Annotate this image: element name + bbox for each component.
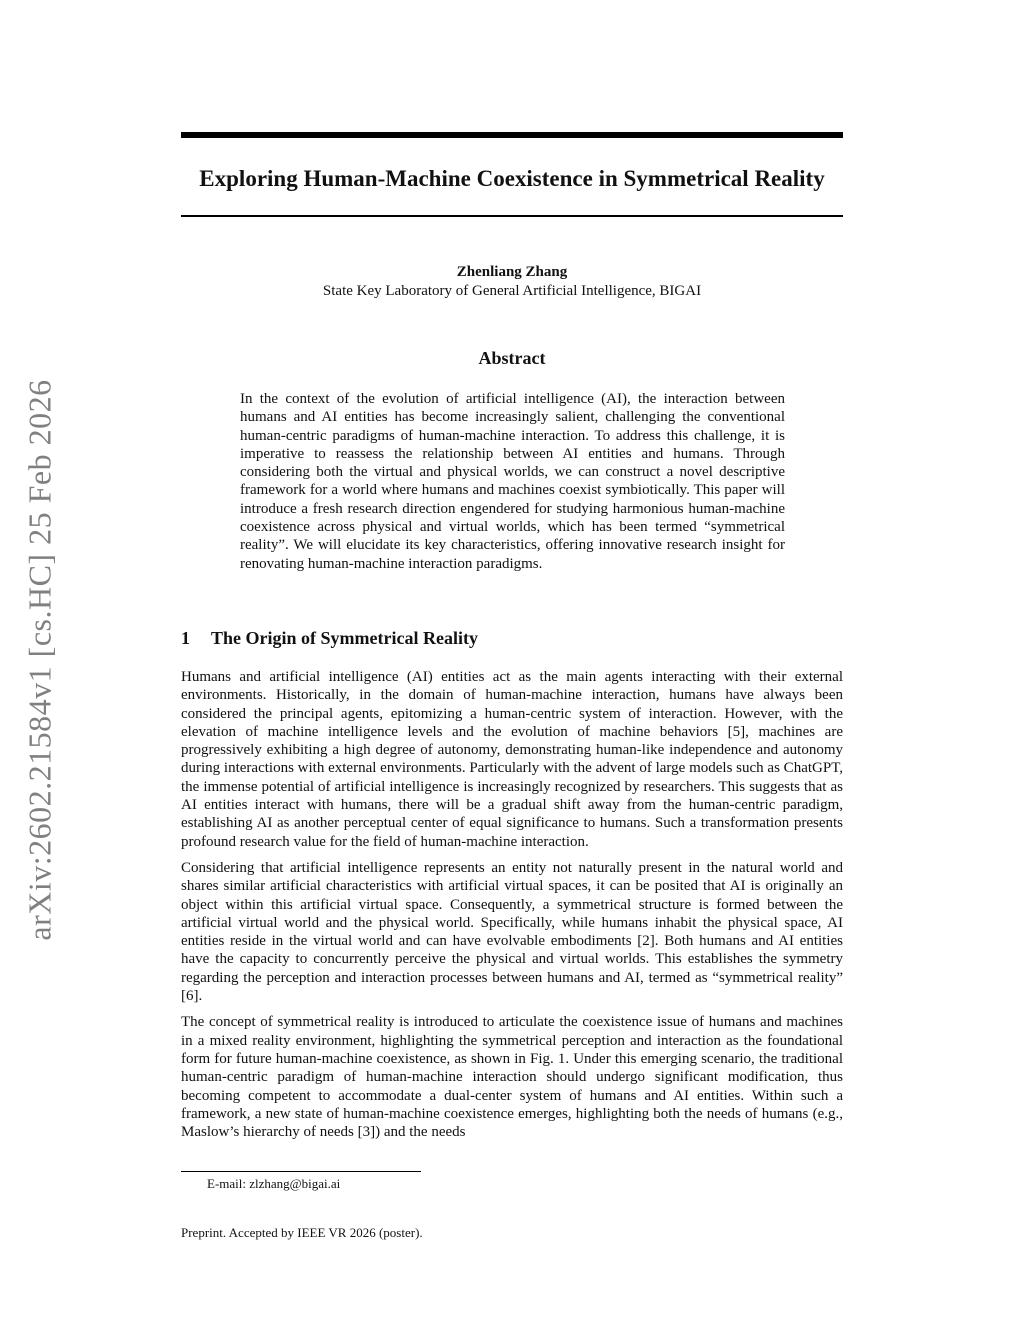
author-affiliation: State Key Laboratory of General Artificial Intelligence, BIGAI <box>322 283 702 299</box>
paper-title: Exploring Human-Machine Coexistence in Symmetrical Reality <box>199 166 825 191</box>
body-paragraph: Humans and artificial intelligence (AI) entities act as the main agents interacting with their external environments. Historically, in the domain of human-machine interaction, humans have always been considered the principal agents, epitomizing a human-centric system of interaction. However, with the elevation of machine intelligence levels and the evolution of machine behaviors [5], machines are progressively exhibiting a high degree of autonomy, demonstrating human-like independence and autonomy during interactions with external environments. Particularly with the advent of large models such as ChatGPT, the immense potential of artificial intelligence is increasingly recognized by researchers. This suggests that as AI entities interact with humans, there will be a gradual shift away from the human-centric paradigm, establishing AI as another perceptual center of equal significance to humans. Such a transformation presents profound research value for the field of human-machine interaction. <box>181 669 843 850</box>
abstract-text: In the context of the evolution of artificial intelligence (AI), the interaction between humans and AI entities has become increasingly salient, challenging the conventional human-centric paradigms of human-machine interaction. To address this challenge, it is imperative to reassess the relationship between AI entities and humans. Through considering both the virtual and physical worlds, we can construct a novel descriptive framework for a world where humans and machines coexist symbiotically. This paper will introduce a fresh research direction engendered for studying harmonious human-machine coexistence across physical and virtual worlds, which has been termed “symmetrical reality”. We will elucidate its key characteristics, offering innovative research insight for renovating human-machine interaction paradigms. <box>240 391 785 572</box>
section-heading <box>181 626 843 650</box>
section-body <box>181 668 843 1149</box>
section-number: 1 <box>181 628 190 648</box>
section-title: The Origin of Symmetrical Reality <box>211 628 478 648</box>
arxiv-identifier-stamp: arXiv:2602.21584v1 [cs.HC] 25 Feb 2026 <box>21 379 58 941</box>
footnote-rule <box>181 1171 421 1172</box>
footnote-email: E-mail: zlzhang@bigai.ai <box>207 1176 341 1191</box>
title-bottom-rule <box>181 215 843 217</box>
body-paragraph: Considering that artificial intelligence represents an entity not naturally present in the natural world and shares similar artificial characteristics with artificial virtual spaces, it can be posited that AI is originally an object within this artificial virtual space. Consequently, a symmetrical structure is formed between the artificial virtual world and the physical world. Specifically, while humans inhabit the physical space, AI entities reside in the virtual world and can have evolvable embodiments [2]. Both humans and AI entities have the capacity to concurrently perceive the physical and virtual worlds. This establishes the symmetry regarding the perception and interaction processes between humans and AI, termed as “symmetrical reality” [6]. <box>181 859 843 1005</box>
body-paragraph: The concept of symmetrical reality is introduced to articulate the coexistence issue of humans and machines in a mixed reality environment, highlighting the symmetrical perception and interaction as the foundational form for future human-machine coexistence, as shown in Fig. 1. Under this emerging scenario, the traditional human-centric paradigm of human-machine interaction should undergo significant modification, thus becoming competent to accommodate a dual-center system of humans and AI entities. Within such a framework, a new state of human-machine coexistence emerges, highlighting both the needs of humans (e.g., Maslow’s hierarchy of needs [3]) and the needs <box>181 1014 843 1141</box>
preprint-note: Preprint. Accepted by IEEE VR 2026 (poster). <box>181 1225 423 1240</box>
author-name: Zhenliang Zhang <box>456 264 568 280</box>
title-top-rule <box>181 132 843 138</box>
author-block <box>181 263 843 301</box>
abstract-heading: Abstract <box>478 348 546 368</box>
